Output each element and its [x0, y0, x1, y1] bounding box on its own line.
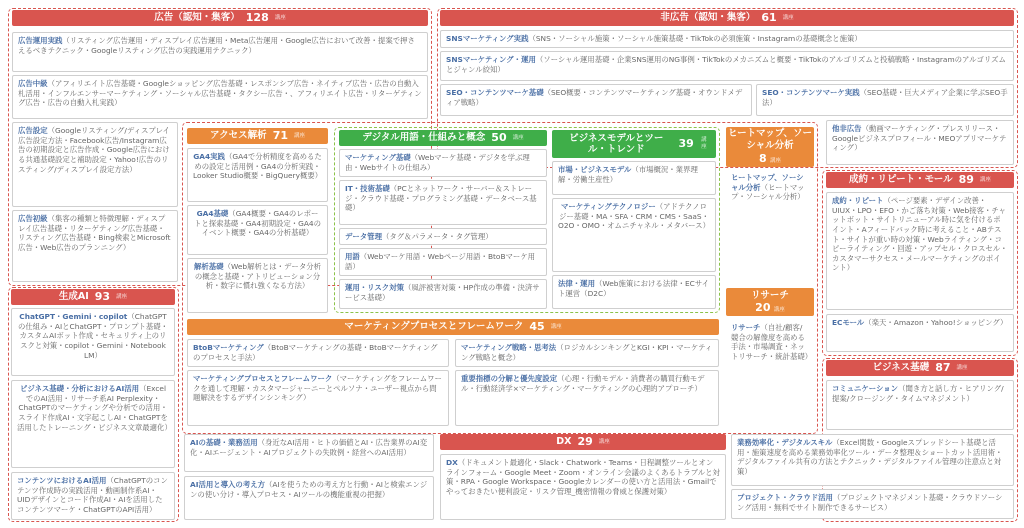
section-header-growth: [826, 172, 1014, 188]
card-desc: （Web施策における法律・ECサイト運営（D2C）: [558, 279, 710, 298]
card-title: 法律・運用: [558, 279, 595, 288]
card-title: マーケティングテクノロジー: [560, 202, 656, 211]
card-desc: （タグ＆パラメータ・タグ管理）: [381, 232, 493, 241]
section-count: 87: [935, 361, 951, 375]
card-ga4-basic[interactable]: [187, 205, 328, 255]
card-desc: （風評被害対策・HP作成の準備・決済サービス基礎）: [345, 283, 540, 302]
section-name: 広告（認知・集客）: [154, 12, 240, 24]
card-desc: （リスティング広告運用・ディスプレイ広告運用・Meta広告運用・Google広告において改善・提案で押さえるべきテクニック・Googleリスティング広告の実践運用テクニック）: [18, 36, 415, 55]
card-desc: （Webマーケ基礎・デジタを学ぶ理由・Webサイトの仕組み）: [345, 153, 530, 172]
card-title: 業務効率化・デジタルスキル: [737, 438, 833, 447]
card-research[interactable]: [726, 320, 814, 430]
card-ad-set[interactable]: [12, 122, 178, 207]
section-header-analytics: [187, 128, 328, 144]
card-btob[interactable]: [187, 339, 449, 367]
card-ad-begin[interactable]: [12, 210, 178, 282]
section-header-bizmodel: [552, 130, 716, 158]
card-title: DX: [446, 458, 458, 467]
card-mktech[interactable]: [552, 198, 716, 272]
section-unit: 講座: [116, 293, 128, 300]
card-it-basic[interactable]: [339, 180, 547, 225]
card-ga4-prac[interactable]: [187, 148, 328, 202]
card-desc: （Googleリスティング/ディスプレイ広告設定方法・Facebook広告/Instagram広告の初期設定と広告作成・Google広告における共通基礎設定と補助設定・Yahoo!広告のリスティング/ディスプレイ設定方法）: [18, 126, 170, 174]
card-ai-intro[interactable]: [184, 476, 434, 520]
section-unit: 講座: [769, 158, 781, 165]
card-desc: （マーケティングをフレームワークを通して理解・カスタマージャーニーとペルソナ・ユーザー視点から問題解決をするデザインシンキング）: [193, 374, 442, 403]
card-title: GA4基礎: [196, 209, 229, 218]
card-other-ads[interactable]: [826, 120, 1014, 165]
card-desc: （アドテクノロジー基礎・MA・SFA・CRM・CMS・SaaS・O2O・OMO・オムニチャネル・メタバース）: [558, 202, 710, 231]
card-desc: （PCとネットワーク・サーバー＆ストレージ・クラウド基礎・プログラミング基礎・データベース基礎）: [345, 184, 537, 213]
card-desc: （SNS・ソーシャル施策・ソーシャル施策基礎・TikTokの必須施策・Instagramの基礎概念と施策）: [528, 34, 862, 43]
card-title: SNSマーケティング実践: [446, 34, 529, 43]
card-title: 重要指標の分解と優先度設定: [461, 374, 558, 383]
card-desc: （楽天・Amazon・Yahoo!ショッピング）: [864, 318, 1008, 327]
card-title: SEO・コンテンツマーケ実践: [762, 88, 860, 97]
card-desc: （ドキュメント最適化・Slack・Chatwork・Teams・日程調整ツールとオンラインフォーム・Google Meet・Zoom・オンライン会議のよくあるトラブルと対策・RPA・Google Workspace・Googleカレンダーの使い方と活用法・Gmailでやっておきたい便利設定・リスク管理_機密情報の脅威と保護対策）: [446, 458, 720, 496]
card-seo-a[interactable]: [440, 84, 752, 116]
section-count: 20: [755, 301, 771, 314]
card-desc: （SEO基礎・巨大メディア企業に学ぶSEO手法）: [762, 88, 1008, 107]
card-content-ai[interactable]: [11, 472, 175, 520]
card-title: データ管理: [345, 232, 382, 241]
section-header-heatmap: [726, 127, 814, 167]
section-name: 非広告（認知・集客）: [660, 12, 756, 24]
card-title: プロジェクト・クラウド活用: [737, 493, 833, 502]
card-title: 広告初級: [18, 214, 48, 223]
card-title: GA4実践: [193, 152, 225, 161]
card-desc: （心理・行動モデル・消費者の購買行動モデル・行動経済学×マーケティング・マーケティングの心理的アプローチ）: [461, 374, 705, 393]
section-name: マーケティングプロセスとフレームワーク: [344, 321, 524, 333]
card-chatgpt[interactable]: [11, 308, 175, 376]
section-header-research: [726, 288, 814, 316]
card-biz-ai[interactable]: [11, 380, 175, 468]
card-desc: （GA4で分析精度を高めるための設定と活用例・GA4の分析実践・Looker Studio概要・BigQuery概要）: [193, 152, 323, 181]
card-desc: （ページ要素・デザイン改善・UIUX・LPO・EFO・かご落ち対策・Web接客・チャットボット・サイトリニューアル時に気を付けるポイント・Aフィードバック時に考えること・ABテスト・サイトが重い時の対策・Webライティング・コピーライティング・回遊・アップセル・クロスセル・カスタマーサクセス・メールマーケティングのポイント）: [832, 196, 1008, 273]
section-name: ビジネスモデルとツール・トレンド: [569, 132, 664, 155]
card-desc: （ChatGPTのコンテンツ作成時の実践活用・動画制作系AI・UIDデザインとコード作成AI・AIを活用したコンテンツマーケ・ChatGPTのAPI活用）: [17, 476, 168, 514]
card-desc: （Excel関数・Googleスプレッドシート基礎と活用・施策速度を高める業務効率化ツール・データ整理＆ショートカット活用術・デジタルファイル共有の方法とテクニック・デジタルファイル管理の注意点と対策）: [737, 438, 1003, 476]
section-name: ヒートマップ、ソーシャル分析: [728, 128, 812, 151]
card-title: 運用・リスク対策: [345, 283, 404, 292]
card-title: SEO・コンテンツマーケ基礎: [446, 88, 544, 97]
card-market[interactable]: [552, 161, 716, 195]
section-count: 71: [272, 129, 288, 143]
card-kpi[interactable]: [455, 370, 719, 426]
card-mk-framework[interactable]: [187, 370, 449, 426]
card-title: 広告中級: [18, 79, 48, 88]
section-count: 61: [761, 11, 777, 25]
card-project[interactable]: [731, 489, 1014, 519]
section-unit: 講座: [550, 323, 562, 330]
section-count: 50: [491, 131, 507, 145]
card-title: IT・技術基礎: [345, 184, 390, 193]
section-unit: 講座: [274, 14, 286, 21]
card-data-mgmt[interactable]: [339, 228, 547, 245]
card-heatmap[interactable]: [726, 170, 814, 284]
card-dx[interactable]: [440, 454, 726, 520]
section-count: 128: [245, 11, 269, 25]
card-title: AIの基礎・業務活用: [190, 438, 258, 447]
card-title: 成約・リピート: [832, 196, 884, 205]
section-header-mkprocess: [187, 319, 719, 335]
card-title: 用語: [345, 252, 360, 261]
card-title: ビジネス基礎・分析におけるAI活用: [19, 384, 140, 393]
card-title: SNSマーケティング・運用: [446, 55, 536, 64]
section-unit: 講座: [956, 364, 968, 371]
section-unit: 講座: [979, 176, 991, 183]
card-desc: （プロジェクトマネジメント基礎・クラウドソーシング活用・無料でサイト制作できるサービス）: [737, 493, 1003, 512]
card-risk[interactable]: [339, 279, 547, 309]
card-sns-ops[interactable]: [440, 51, 1014, 81]
card-desc: （SEO概要・コンテンツマーケティング基礎・オウンドメディア戦略）: [446, 88, 743, 107]
card-ai-basic[interactable]: [184, 434, 434, 472]
card-mk-basic[interactable]: [339, 149, 547, 177]
card-desc: （自社/顧客/競合の解像度を高める手法・市場調査・ネットリサーチ・統計基礎）: [731, 323, 813, 361]
card-desc: （Webマーケ用語・Webページ用語・BtoBマーケ用語）: [345, 252, 536, 271]
section-unit: 講座: [598, 438, 610, 445]
card-title: 広告運用実践: [18, 36, 63, 45]
card-communication[interactable]: [826, 380, 1014, 430]
card-desc: （GA4概要・GA4のレポートと探索基礎・GA4初期設定・GA4のイベント概要・GA4の分析基礎）: [193, 209, 322, 238]
card-title: 解析基礎: [194, 262, 224, 271]
section-name: 生成AI: [58, 291, 89, 303]
section-unit: 講座: [773, 307, 785, 313]
section-name: アクセス解析: [209, 130, 267, 142]
section-header-nonads: [440, 10, 1014, 26]
section-name: 成約・リピート・モール: [849, 174, 953, 186]
card-desc: （AIを使うための考え方と行動・AIと検索エンジンの使い分け・導入プロセス・AIツールの機能重視の把握）: [190, 480, 428, 499]
card-desc: （ロジカルシンキングとKGI・KPI・マーケティング戦略と概念）: [461, 343, 713, 362]
card-title: 広告設定: [18, 126, 48, 135]
card-title: コミュニケーション: [832, 384, 899, 393]
section-name: DX: [556, 436, 572, 448]
section-count: 29: [577, 435, 593, 449]
section-name: リサーチ: [751, 289, 789, 301]
card-ec-mall[interactable]: [826, 314, 1014, 352]
section-name: デジタル用語・仕組みと概念: [362, 132, 486, 144]
card-retention[interactable]: [826, 192, 1014, 310]
section-count: 93: [94, 290, 111, 304]
card-ad-ops[interactable]: [12, 32, 428, 72]
section-header-bizbasic: [826, 360, 1014, 376]
card-title: マーケティング戦略・思考法: [461, 343, 557, 352]
card-title: リサーチ: [731, 323, 761, 332]
card-title: ChatGPT・Gemini・copilot: [19, 312, 128, 321]
card-desc: （市場概況・業界理解・労働生産性）: [558, 165, 698, 184]
section-unit: 講座: [294, 132, 306, 139]
section-count: 39: [678, 137, 694, 151]
card-title: ヒートマップ、ソーシャル分析: [731, 173, 804, 192]
card-ad-mid[interactable]: [12, 75, 428, 119]
card-seo-b[interactable]: [756, 84, 1014, 116]
card-analysis-basic[interactable]: [187, 258, 328, 313]
card-desc: （Web解析とは・データ分析の概念と基礎・アトリビューション分析・数字に慣れ強くなる方法）: [194, 262, 321, 291]
card-law[interactable]: [552, 275, 716, 309]
card-desc: （ChatGPTの仕組み・AIとChatGPT・プロンプト基礎・カスタムAIボット作成・セキュリティ上のリスクと対策・copilot・Gemini・Notebook LM）: [17, 312, 169, 360]
card-desc: （集客の種類と特徴理解・ディスプレイ広告基礎・リターゲティング広告基礎・リスティング広告基礎・Bing検索とMicrosoft広告・Web広告のプランニング）: [18, 214, 171, 252]
card-title: ECモール: [832, 318, 865, 327]
section-unit: 講座: [512, 134, 524, 141]
section-header-ai: [11, 289, 175, 305]
section-header-digital: [339, 130, 547, 146]
card-desc: （ExcelでのAI活用・リサーチ系AI Perplexity・ChatGPTのマーケティングや分析での活用・スライド作成AI・文字起こしAI・ChatGPTを活用したトレーニング・ビジネス文章最適化）: [17, 384, 172, 432]
card-desc: （身近なAI活用・ヒトの価値とAI・広告業界のAI変化・AIエージェント・AIプロジェクトの失敗例・経営へのAI活用）: [190, 438, 428, 457]
card-desc: （アフィリエイト広告基礎・Googleショッピング広告基礎・レスポンシブ広告・ネイティブ広告・広告の自動入札活用・インフルエンサーマーケティング・ソーシャル広告基礎・タクシー広告・、アフィリエイト広告・リターゲティング広告・広告の自動入札実践）: [18, 79, 422, 108]
section-count: 89: [958, 173, 974, 187]
section-header-dx: [440, 434, 726, 450]
card-mk-strategy[interactable]: [455, 339, 719, 367]
section-count: 8: [759, 152, 767, 166]
section-header-ads: [12, 10, 428, 26]
card-desc: （BtoBマーケティングの基礎・BtoBマーケティングのプロセスと手法）: [193, 343, 438, 362]
card-terms[interactable]: [339, 248, 547, 276]
card-desc: （ヒートマップ・ソーシャル分析）: [731, 182, 805, 202]
card-title: マーケティングプロセスとフレームワーク: [193, 374, 333, 383]
section-unit: 講座: [701, 137, 707, 150]
card-title: 市場・ビジネスモデル: [558, 165, 632, 174]
card-title: BtoBマーケティング: [193, 343, 264, 352]
card-desc: （動画マーケティング・プレスリリース・Googleビジネスプロフィール・MEOアプリマーケティング）: [832, 124, 1007, 153]
section-count: 45: [529, 320, 545, 334]
card-title: 他非広告: [832, 124, 862, 133]
card-title: マーケティング基礎: [345, 153, 411, 162]
card-title: AI活用と導入の考え方: [190, 480, 265, 489]
section-name: ビジネス基礎: [872, 362, 930, 374]
card-desc: （ソーシャル運用基礎・企業SNS運用のNG事例・TikTokのメカニズムと概要・TikTokのアルゴリズムと投稿戦略・Instagramのアルゴリズムとジャンル絞知）: [446, 55, 1006, 74]
card-sns-prac[interactable]: [440, 30, 1014, 48]
card-title: コンテンツにおけるAI活用: [17, 476, 107, 485]
section-unit: 講座: [782, 14, 794, 21]
card-efficiency[interactable]: [731, 434, 1014, 486]
card-desc: （聞き方と話し方・ヒアリング/提案/クロージング・タイムマネジメント）: [832, 384, 1004, 403]
